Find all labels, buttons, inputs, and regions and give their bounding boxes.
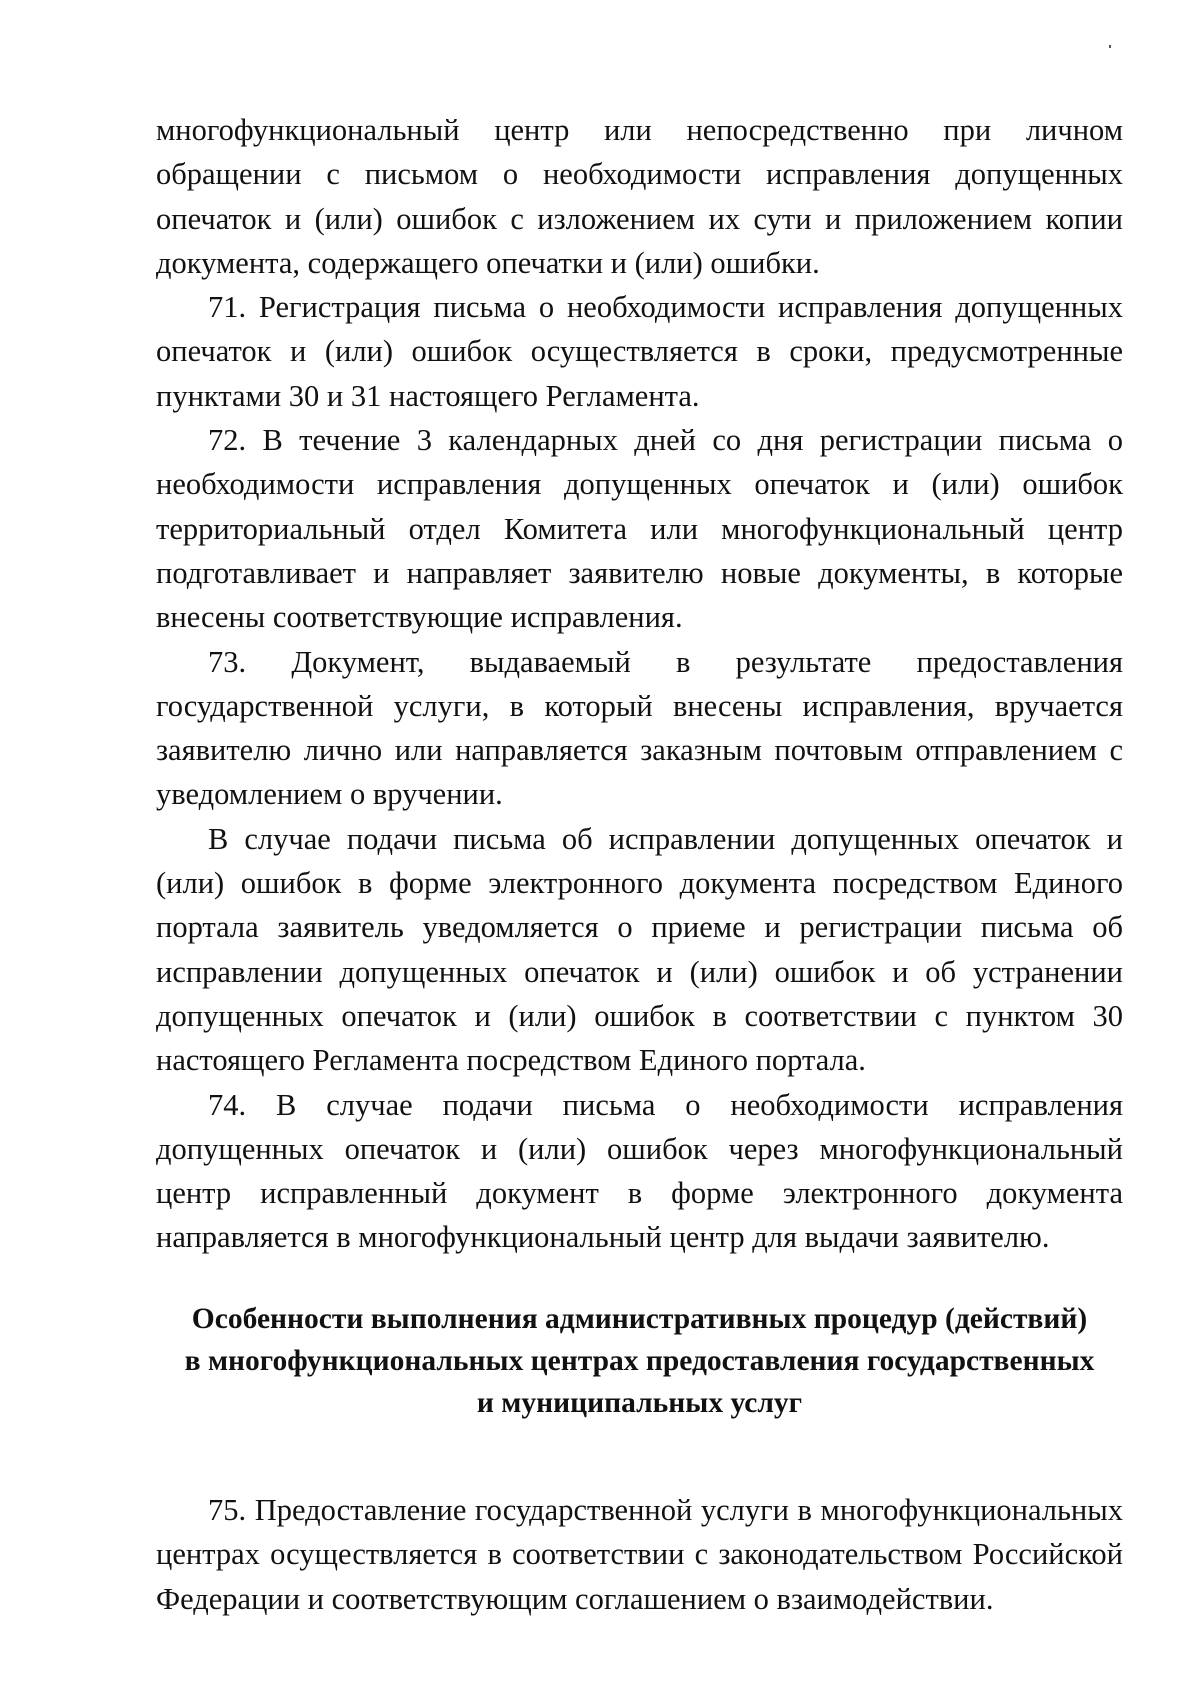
body-text-top — [156, 108, 1123, 1260]
paragraph-73: 73. Документ, выдаваемый в результате предоставления государственной услуги, в который внесены исправления, вручается заявителю лично или направляется заказным почтовым отправлением с уведомлением о вручении. — [156, 644, 1123, 812]
heading-line-1: Особенности выполнения административных процедур (действий) — [191, 1303, 1088, 1335]
heading-line-3: и муниципальных услуг — [476, 1387, 803, 1419]
paragraph-71: 71. Регистрация письма о необходимости исправления допущенных опечаток и (или) ошибок осуществляется в сроки, предусмотренные пунктами 30 и 31 настоящего Регламента. — [156, 290, 1123, 413]
paragraph-74: 74. В случае подачи письма о необходимости исправления допущенных опечаток и (или) ошибок через многофункциональный центр исправленный документ в форме электронного документа направляется в многофункциональный центр для выдачи заявителю. — [156, 1087, 1123, 1255]
paragraph-75: 75. Предоставление государственной услуги в многофункциональных центрах осуществляется в соответствии с законодательством Российской Федерации и соответствующим соглашением о взаимодействии. — [156, 1493, 1123, 1616]
heading-line-2: в многофункциональных центрах предоставления государственных — [184, 1345, 1095, 1377]
paragraph-72: 72. В течение 3 календарных дней со дня регистрации письма о необходимости исправления допущенных опечаток и (или) ошибок территориальный отдел Комитета или многофункциональный центр подготавливает и направляет заявителю новые документы, в которые внесены соответствующие исправления. — [156, 423, 1123, 635]
section-heading — [156, 1298, 1123, 1424]
paragraph-73-electronic: В случае подачи письма об исправлении допущенных опечаток и (или) ошибок в форме электронного документа посредством Единого портала заявитель уведомляется о приеме и регистрации письма об исправлении допущенных опечаток и (или) ошибок и об устранении допущенных опечаток и (или) ошибок в соответствии с пунктом 30 настоящего Регламента посредством Единого портала. — [156, 821, 1123, 1078]
scan-speck — [1109, 45, 1111, 48]
paragraph-continuation: многофункциональный центр или непосредственно при личном обращении с письмом о необходимости исправления допущенных опечаток и (или) ошибок с изложением их сути и приложением копии документа, содержащего опечатки и (или) ошибки. — [156, 113, 1123, 280]
body-text-bottom — [156, 1488, 1123, 1621]
